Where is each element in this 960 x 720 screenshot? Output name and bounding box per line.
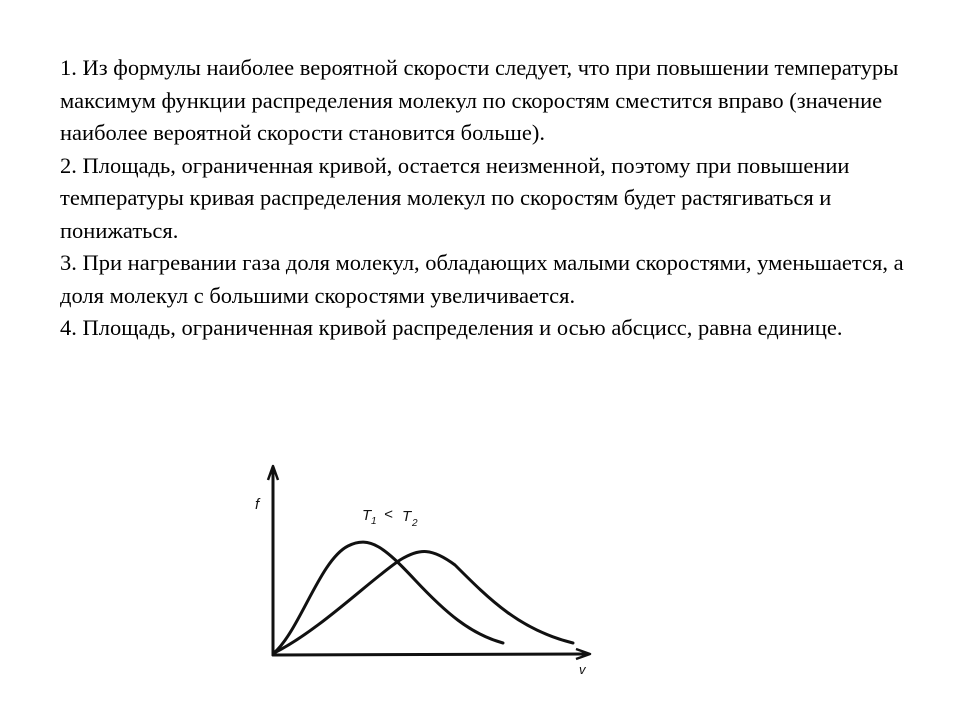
text-block bbox=[60, 52, 930, 345]
label-t1: T bbox=[362, 507, 372, 524]
x-axis-label: v bbox=[579, 662, 586, 677]
label-t2-sub: 2 bbox=[412, 518, 418, 529]
x-axis bbox=[273, 654, 588, 655]
distribution-figure bbox=[170, 440, 620, 700]
y-axis-label: f bbox=[255, 496, 260, 513]
paragraph-4: 4. Площадь, ограниченная кривой распределения и осью абсцисс, равна единице. bbox=[60, 315, 843, 340]
curve-t2 bbox=[274, 552, 573, 653]
paragraph-3: 3. При нагревании газа доля молекул, обладающих малыми скоростями, уменьшается, а доля молекул с большими скоростями увеличивается. bbox=[60, 250, 904, 308]
curve-t1 bbox=[274, 542, 503, 653]
paragraph-2: 2. Площадь, ограниченная кривой, остается неизменной, поэтому при повышении температуры кривая распределения молекул по скоростям будет растягиваться и понижаться. bbox=[60, 152, 850, 243]
paragraph-1: 1. Из формулы наиболее вероятной скорости следует, что при повышении температуры максимум функции распределения молекул по скоростям сместится вправо (значение наиболее вероятной скорости становится больше). bbox=[60, 55, 899, 145]
label-relation: < bbox=[384, 506, 393, 523]
distribution-plot bbox=[170, 440, 620, 700]
label-t1-sub: 1 bbox=[371, 516, 377, 527]
label-t2: T bbox=[402, 508, 412, 525]
